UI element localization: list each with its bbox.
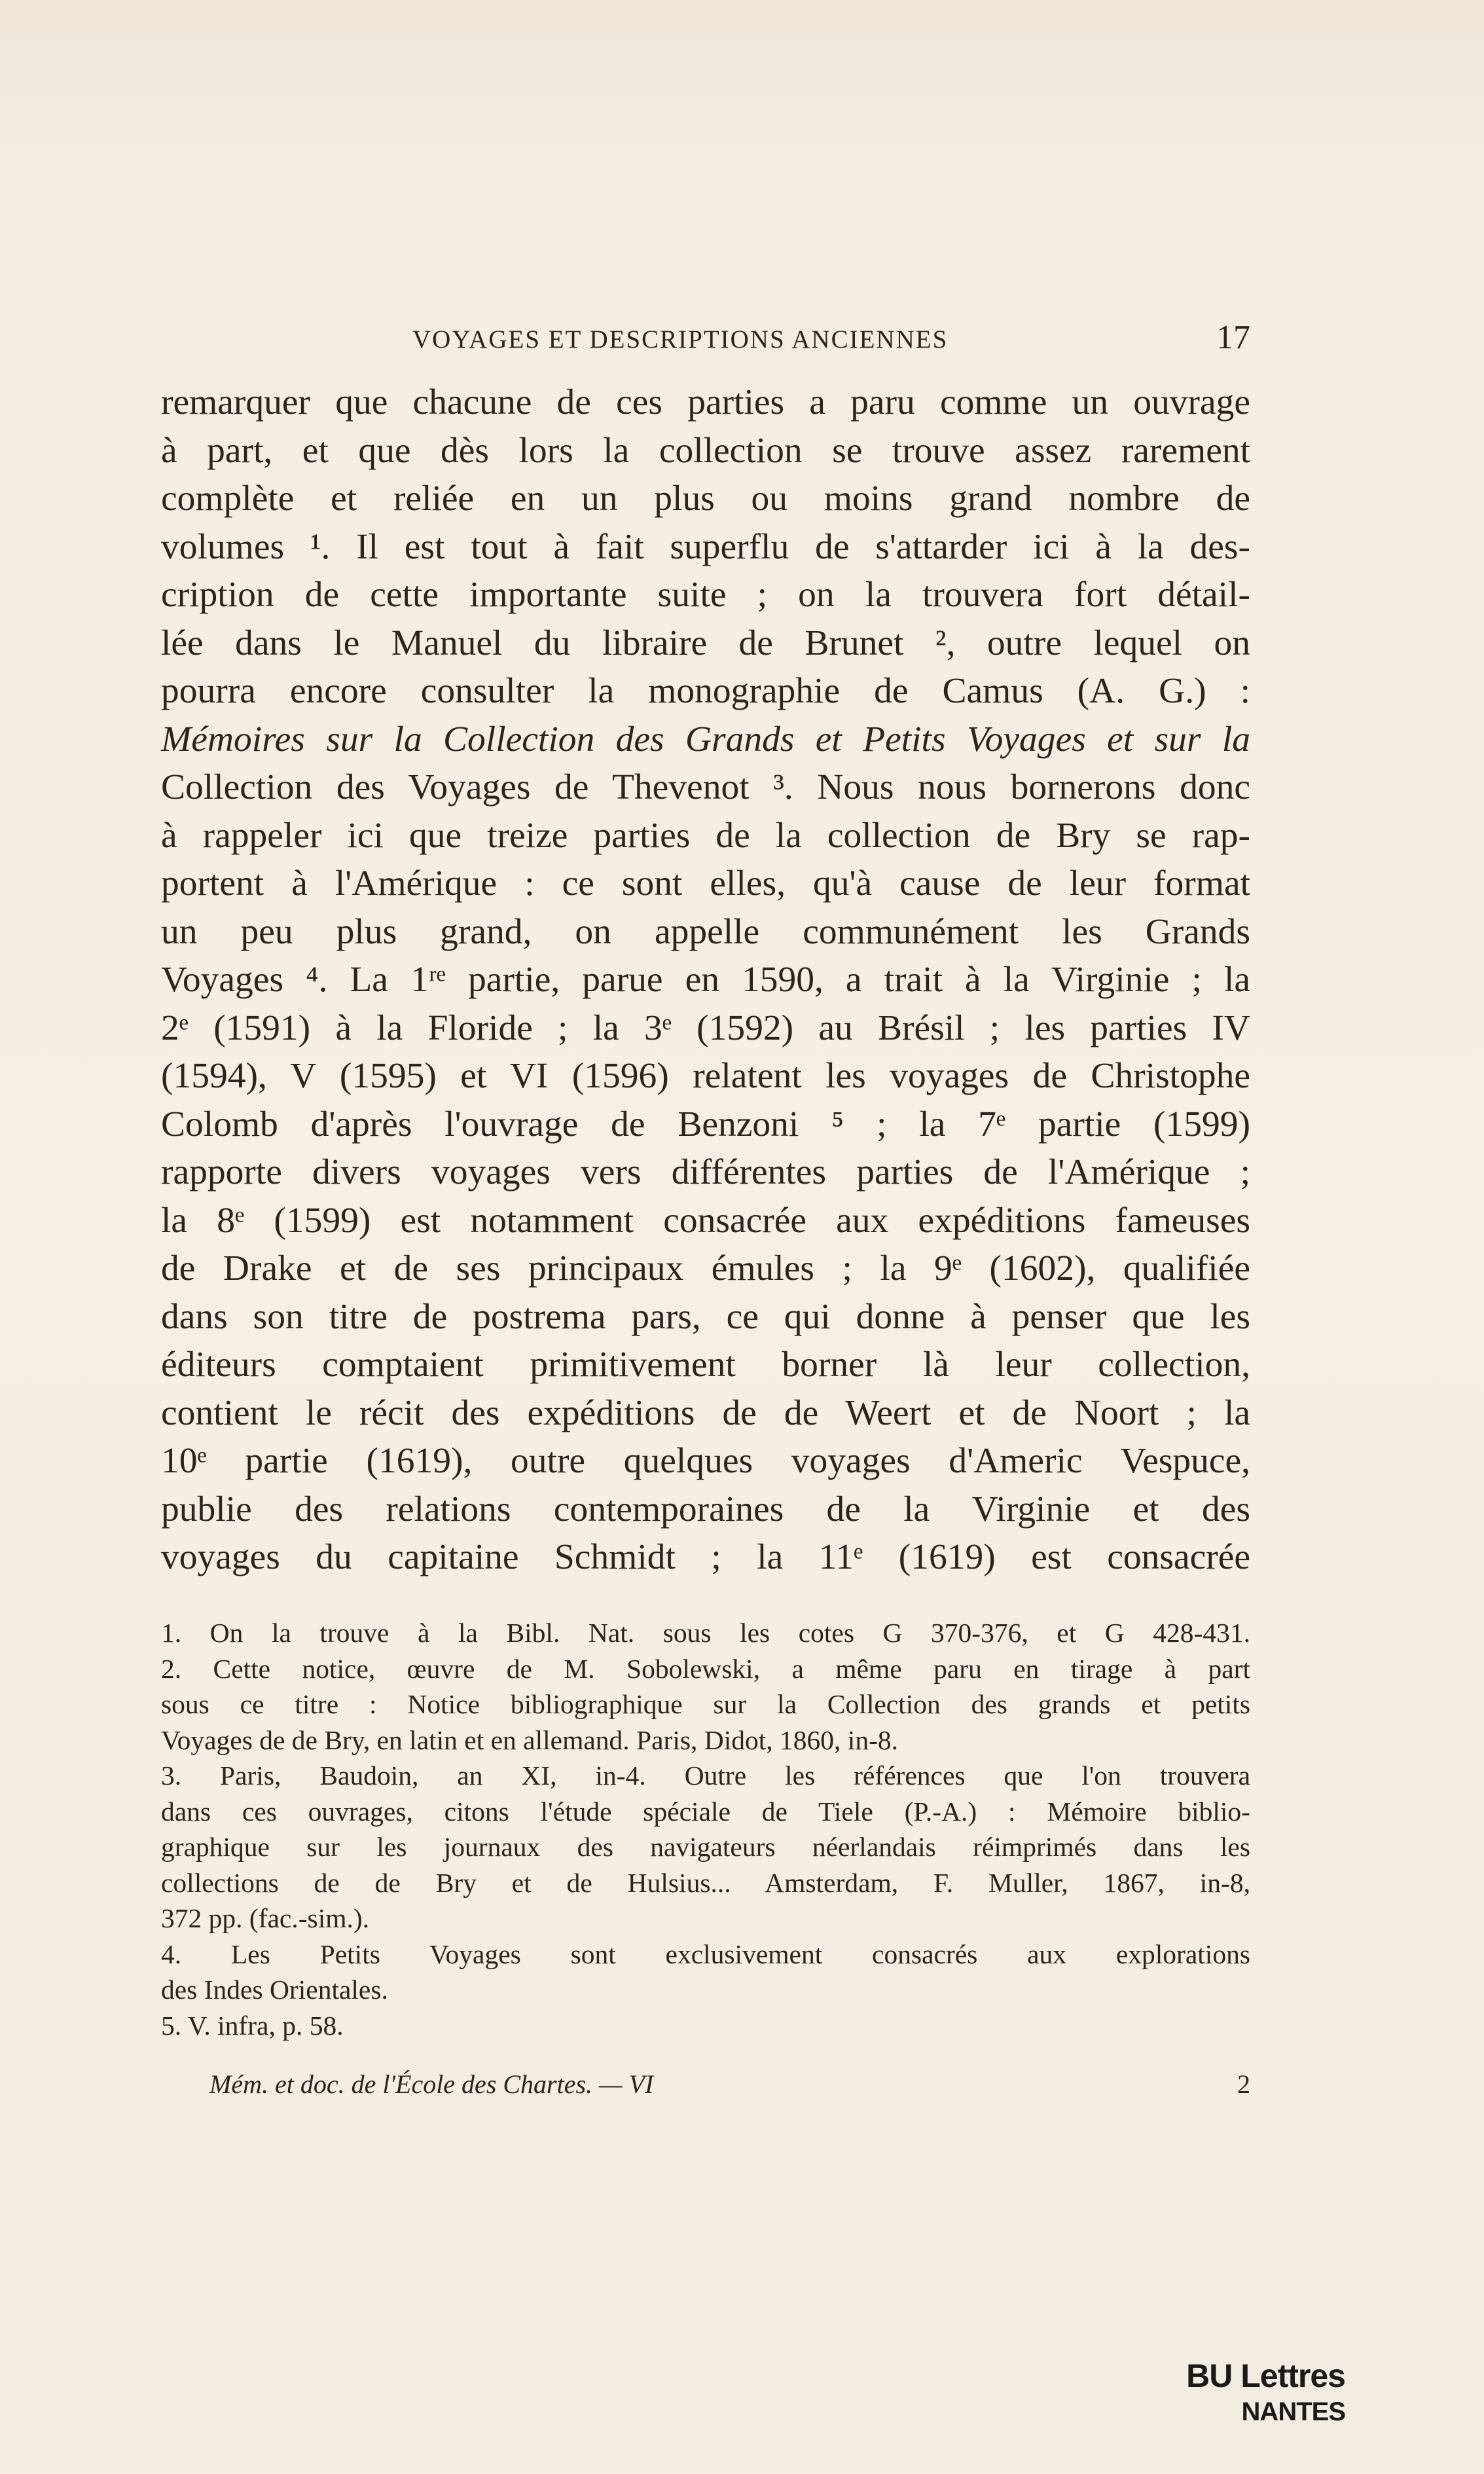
- text-line: voyages du capitaine Schmidt ; la 11ᵉ (1619) est consacrée: [161, 1537, 1250, 1577]
- text-line: dans son titre de postrema pars, ce qui donne à penser que les: [161, 1296, 1250, 1337]
- text-line: éditeurs comptaient primitivement borner là leur collection,: [161, 1345, 1250, 1385]
- footnote-line: dans ces ouvrages, citons l'étude spéciale de Tiele (P.-A.) : Mémoire biblio-: [161, 1796, 1250, 1827]
- footnote-line: 4. Les Petits Voyages sont exclusivement consacrés aux explorations: [161, 1938, 1250, 1969]
- text-line: contient le récit des expéditions de de Weert et de Noort ; la: [161, 1392, 1250, 1433]
- text-line: Mémoires sur la Collection des Grands et Petits Voyages et sur la: [161, 719, 1250, 759]
- text-line: Collection des Voyages de Thevenot ³. Nous nous bornerons donc: [161, 767, 1250, 807]
- library-stamp: [1162, 2357, 1345, 2427]
- text-line: complète et reliée en un plus ou moins grand nombre de: [161, 479, 1250, 518]
- text-line: la 8ᵉ (1599) est notamment consacrée aux expéditions fameuses: [161, 1200, 1250, 1241]
- text-line: à rappeler ici que treize parties de la collection de Bry se rap-: [161, 815, 1250, 856]
- footnote-line: sous ce titre : Notice bibliographique sur la Collection des grands et petits: [161, 1689, 1250, 1719]
- footnote-line: des Indes Orientales.: [161, 1974, 388, 2005]
- text-line: pourra encore consulter la monographie de Camus (A. G.) :: [161, 671, 1250, 711]
- footnotes: [161, 1615, 1250, 2043]
- text-line: un peu plus grand, on appelle communément les Grands: [161, 911, 1250, 952]
- text-line: volumes ¹. Il est tout à fait superflu de s'attarder ici à la des-: [161, 526, 1250, 567]
- footnote-line: 372 pp. (fac.-sim.).: [161, 1903, 370, 1933]
- main-text: [161, 378, 1250, 1582]
- footnote-line: 2. Cette notice, œuvre de M. Sobolewski, a même paru en tirage à part: [161, 1653, 1250, 1684]
- footnote-line: Voyages de de Bry, en latin et en allemand. Paris, Didot, 1860, in-8.: [161, 1724, 899, 1755]
- text-line: rapporte divers voyages vers différentes parties de l'Amérique ;: [161, 1152, 1250, 1192]
- footnote-line: 5. V. infra, p. 58.: [161, 2010, 344, 2041]
- text-line: portent à l'Amérique : ce sont elles, qu'à cause de leur format: [161, 864, 1250, 903]
- page-number: 17: [1216, 319, 1250, 356]
- text-line: à part, et que dès lors la collection se trouve assez rarement: [161, 430, 1250, 471]
- text-line: remarquer que chacune de ces parties a paru comme un ouvrage: [161, 382, 1250, 422]
- text-line: Voyages ⁴. La 1ʳᵉ partie, parue en 1590, a trait à la Virginie ; la: [161, 960, 1250, 1000]
- text-line: de Drake et de ses principaux émules ; la 9ᵉ (1602), qualifiée: [161, 1248, 1250, 1288]
- footnote-line: 1. On la trouve à la Bibl. Nat. sous les cotes G 370-376, et G 428-431.: [161, 1618, 1250, 1648]
- text-line: publie des relations contemporaines de la Virginie et des: [161, 1489, 1250, 1529]
- text-line: 2ᵉ (1591) à la Floride ; la 3ᵉ (1592) au Brésil ; les parties IV: [161, 1008, 1250, 1048]
- stamp-line-2: NANTES: [1241, 2397, 1345, 2426]
- text-line: 10ᵉ partie (1619), outre quelques voyages d'Americ Vespuce,: [161, 1441, 1250, 1481]
- footnote-line: graphique sur les journaux des navigateurs néerlandais réimprimés dans les: [161, 1832, 1250, 1862]
- text-line: lée dans le Manuel du libraire de Brunet ², outre lequel on: [161, 623, 1250, 663]
- stamp-line-1: BU Lettres: [1186, 2357, 1345, 2394]
- footnote-line: 3. Paris, Baudoin, an XI, in-4. Outre les références que l'on trouvera: [161, 1760, 1250, 1791]
- signature-title: Mém. et doc. de l'École des Chartes. — VI: [209, 2069, 654, 2099]
- signature-number: 2: [1237, 2069, 1250, 2099]
- page-header: [161, 318, 1250, 364]
- running-title: VOYAGES ET DESCRIPTIONS ANCIENNES: [412, 325, 949, 354]
- signature-line: [209, 2069, 1250, 2108]
- text-line: cription de cette importante suite ; on la trouvera fort détail-: [161, 575, 1250, 615]
- footnote-line: collections de de Bry et de Hulsius... Amsterdam, F. Muller, 1867, in-8,: [161, 1867, 1250, 1898]
- text-line: Colomb d'après l'ouvrage de Benzoni ⁵ ; la 7ᵉ partie (1599): [161, 1104, 1250, 1144]
- text-line: (1594), V (1595) et VI (1596) relatent les voyages de Christophe: [161, 1056, 1250, 1096]
